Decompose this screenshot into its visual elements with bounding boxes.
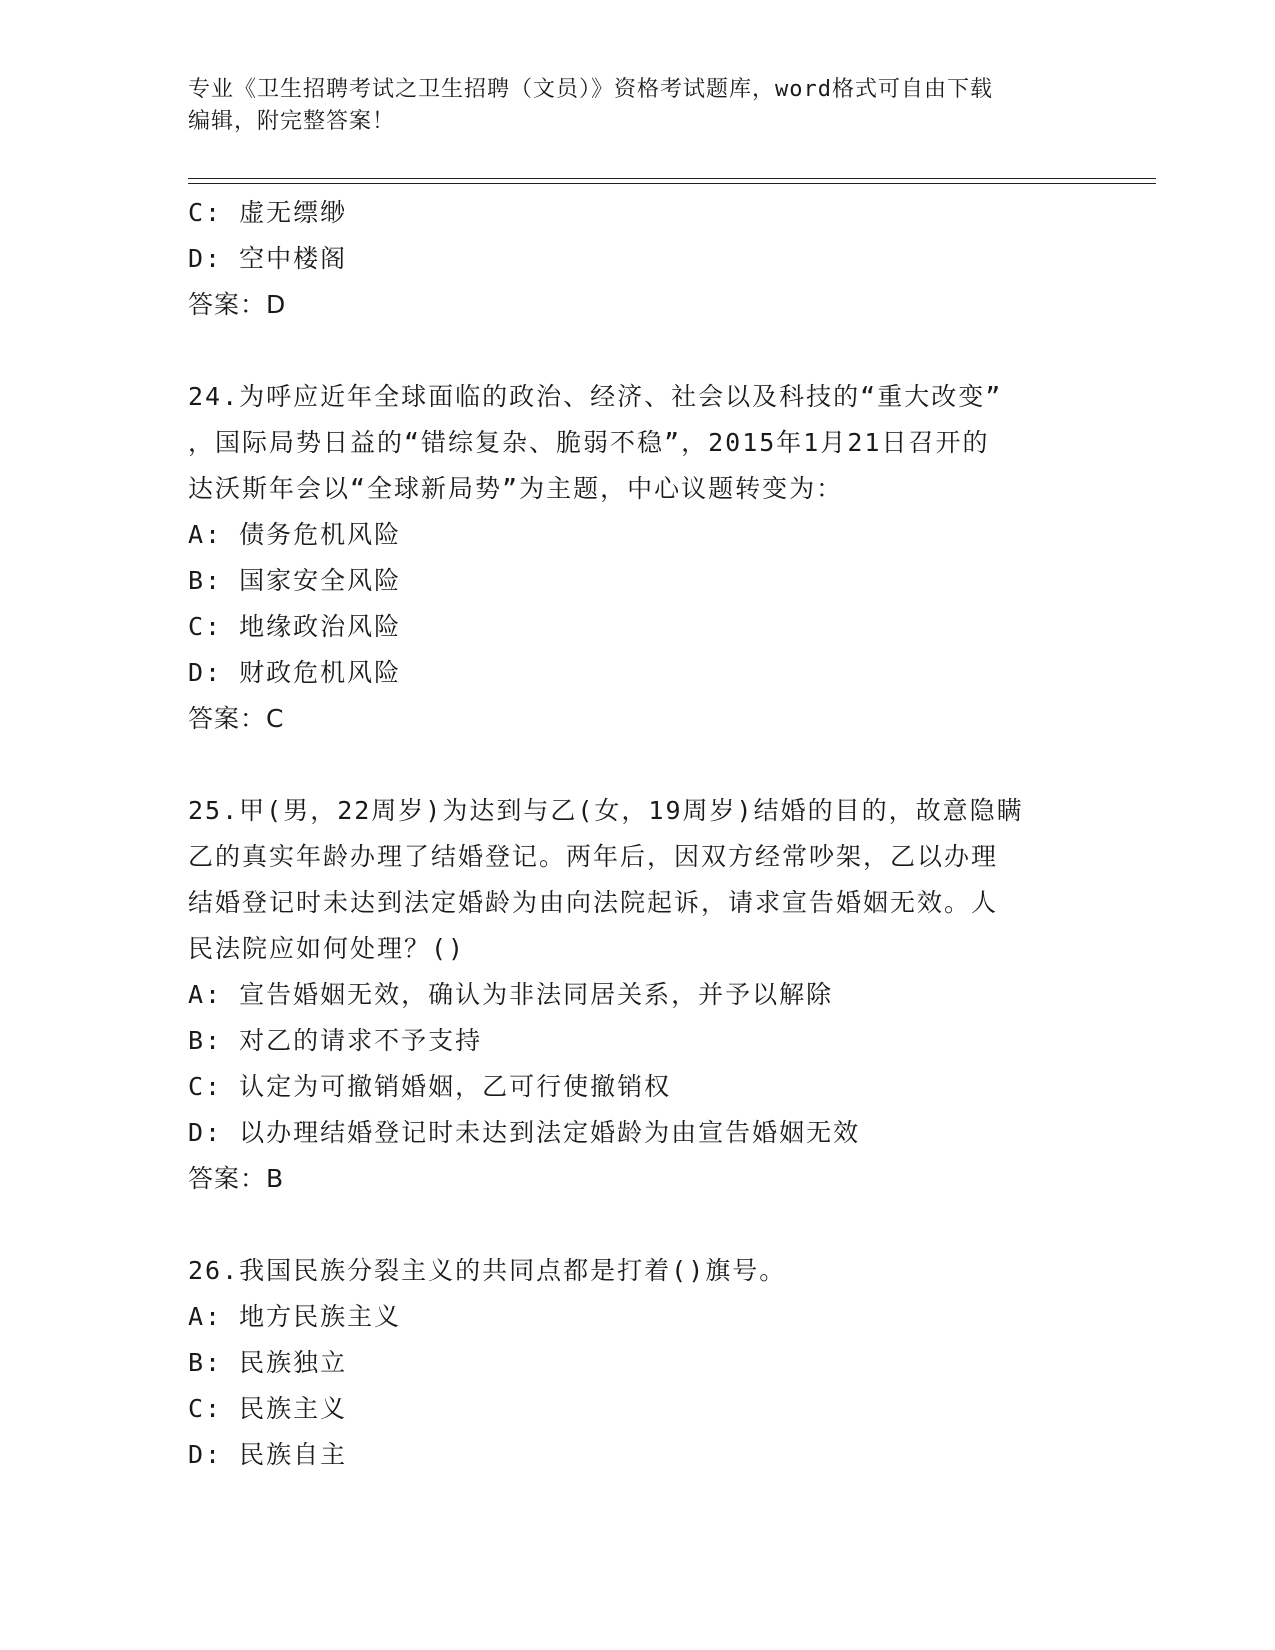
question-24 bbox=[188, 374, 1088, 742]
question-stem-line: 25.甲(男，22周岁)为达到与乙(女，19周岁)结婚的目的，故意隐瞒 bbox=[188, 796, 1024, 825]
question-stem-line: 民法院应如何处理？() bbox=[188, 934, 466, 963]
option-a: A: 地方民族主义 bbox=[188, 1302, 402, 1331]
option-c: C: 民族主义 bbox=[188, 1394, 348, 1423]
header-line-2: 编辑，附完整答案！ bbox=[188, 109, 396, 134]
question-stem-line: ，国际局势日益的“错综复杂、脆弱不稳”，2015年1月21日召开的 bbox=[188, 428, 990, 457]
header-line-1: 专业《卫生招聘考试之卫生招聘（文员）》资格考试题库，word格式可自由下载 bbox=[188, 77, 993, 102]
question-stem-line: 26.我国民族分裂主义的共同点都是打着()旗号。 bbox=[188, 1256, 787, 1285]
question-23-tail bbox=[188, 190, 1088, 328]
question-25 bbox=[188, 788, 1088, 1202]
option-c: C: 虚无缥缈 bbox=[188, 198, 348, 227]
option-b: B: 民族独立 bbox=[188, 1348, 348, 1377]
option-d: D: 空中楼阁 bbox=[188, 244, 348, 273]
header-divider-top bbox=[188, 178, 1156, 179]
question-26 bbox=[188, 1248, 1088, 1478]
option-d: D: 财政危机风险 bbox=[188, 658, 402, 687]
option-b: B: 对乙的请求不予支持 bbox=[188, 1026, 483, 1055]
option-a: A: 债务危机风险 bbox=[188, 520, 402, 549]
option-b: B: 国家安全风险 bbox=[188, 566, 402, 595]
option-d: D: 民族自主 bbox=[188, 1440, 348, 1469]
option-c: C: 地缘政治风险 bbox=[188, 612, 402, 641]
question-stem-line: 结婚登记时未达到法定婚龄为由向法院起诉，请求宣告婚姻无效。人 bbox=[188, 888, 999, 917]
answer-line: 答案：C bbox=[188, 704, 285, 733]
question-content bbox=[188, 190, 1088, 1478]
question-stem-line: 24.为呼应近年全球面临的政治、经济、社会以及科技的“重大改变” bbox=[188, 382, 1003, 411]
document-header bbox=[188, 74, 1088, 138]
question-stem-line: 乙的真实年龄办理了结婚登记。两年后，因双方经常吵架，乙以办理 bbox=[188, 842, 999, 871]
header-divider-bottom bbox=[188, 183, 1156, 184]
question-stem-line: 达沃斯年会以“全球新局势”为主题，中心议题转变为： bbox=[188, 474, 844, 503]
answer-line: 答案：D bbox=[188, 290, 287, 319]
option-c: C: 认定为可撤销婚姻，乙可行使撤销权 bbox=[188, 1072, 672, 1101]
option-d: D: 以办理结婚登记时未达到法定婚龄为由宣告婚姻无效 bbox=[188, 1118, 861, 1147]
answer-line: 答案：B bbox=[188, 1164, 285, 1193]
option-a: A: 宣告婚姻无效，确认为非法同居关系，并予以解除 bbox=[188, 980, 834, 1009]
